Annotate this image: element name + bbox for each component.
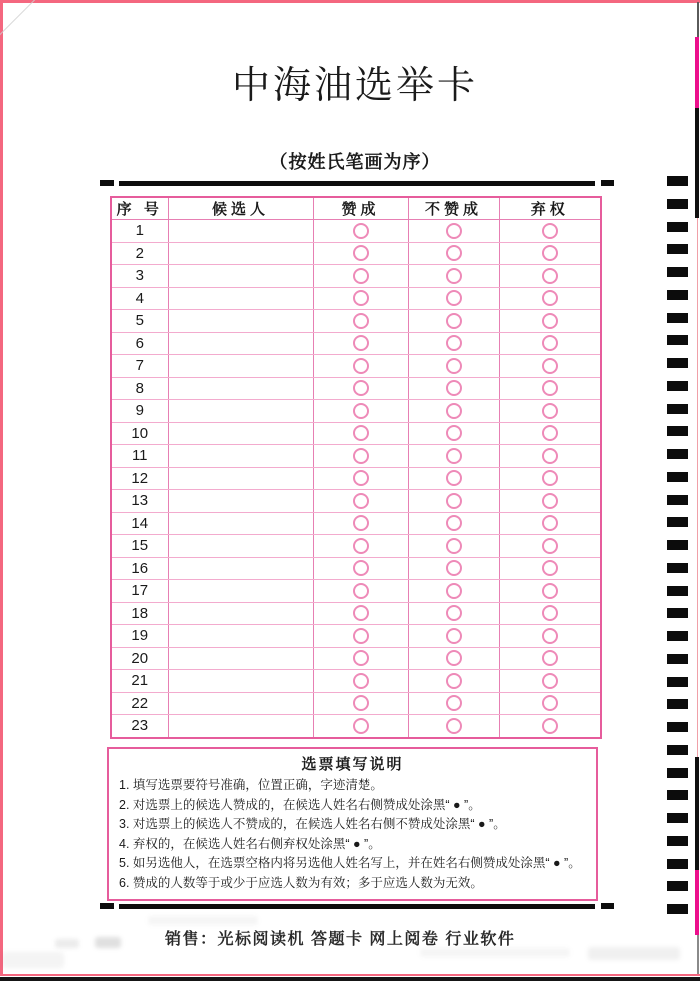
timing-mark <box>667 904 688 914</box>
omr-sync-dash-right-bottom <box>601 903 614 909</box>
header-candidate: 候选人 <box>168 197 313 220</box>
timing-mark <box>667 426 688 436</box>
page-border-bottom <box>0 974 700 976</box>
approve-cell <box>313 647 408 670</box>
vote-bubble-approve[interactable] <box>353 560 369 576</box>
scan-smudge <box>588 947 680 960</box>
vote-bubble-approve[interactable] <box>353 605 369 621</box>
approve-cell <box>313 490 408 513</box>
ballot-row <box>111 692 601 715</box>
ballot-row <box>111 287 601 310</box>
candidate-write-in-cell[interactable] <box>168 625 313 648</box>
vote-bubble-abstain[interactable] <box>542 358 558 374</box>
candidate-write-in-cell[interactable] <box>168 647 313 670</box>
disapprove-cell <box>408 422 499 445</box>
ballot-row <box>111 242 601 265</box>
ballot-row <box>111 670 601 693</box>
timing-mark <box>667 836 688 846</box>
timing-mark <box>667 267 688 277</box>
abstain-cell <box>499 535 601 558</box>
candidate-write-in-cell[interactable] <box>168 535 313 558</box>
instruction-item: 1. 填写选票要符号准确，位置正确，字迹清楚。 <box>119 778 383 792</box>
ballot-row <box>111 400 601 423</box>
candidate-write-in-cell[interactable] <box>168 512 313 535</box>
abstain-cell <box>499 287 601 310</box>
instruction-list <box>119 776 596 893</box>
row-number: 9 <box>111 400 168 423</box>
vote-bubble-abstain[interactable] <box>542 560 558 576</box>
timing-mark <box>667 631 688 641</box>
approve-cell <box>313 692 408 715</box>
header-disapprove: 不赞成 <box>408 197 499 220</box>
row-number: 1 <box>111 220 168 243</box>
row-number: 2 <box>111 242 168 265</box>
candidate-write-in-cell[interactable] <box>168 422 313 445</box>
timing-mark <box>667 517 688 527</box>
corner-scan-artifact <box>0 0 40 41</box>
ballot-row <box>111 512 601 535</box>
abstain-cell <box>499 332 601 355</box>
scan-smudge <box>55 939 79 948</box>
row-number: 17 <box>111 580 168 603</box>
timing-mark <box>667 199 688 209</box>
timing-mark <box>667 335 688 345</box>
candidate-write-in-cell[interactable] <box>168 602 313 625</box>
ballot-row <box>111 580 601 603</box>
approve-cell <box>313 467 408 490</box>
scan-smudge <box>420 948 570 957</box>
abstain-cell <box>499 715 601 738</box>
ballot-row <box>111 265 601 288</box>
header-abstain: 弃权 <box>499 197 601 220</box>
timing-mark <box>667 790 688 800</box>
disapprove-cell <box>408 670 499 693</box>
timing-mark <box>667 722 688 732</box>
page-border-left <box>0 0 3 976</box>
right-edge-gray-top <box>697 2 699 37</box>
ballot-row <box>111 467 601 490</box>
instruction-item: 3. 对选票上的候选人不赞成的，在候选人姓名右侧不赞成处涂黑“ ● ”。 <box>119 817 506 831</box>
vote-bubble-approve[interactable] <box>353 380 369 396</box>
row-number: 8 <box>111 377 168 400</box>
disapprove-cell <box>408 265 499 288</box>
vote-bubble-approve[interactable] <box>353 493 369 509</box>
disapprove-cell <box>408 445 499 468</box>
timing-mark <box>667 540 688 550</box>
instruction-item: 6. 赞成的人数等于或少于应选人数为有效；多于应选人数为无效。 <box>119 875 483 890</box>
timing-mark <box>667 290 688 300</box>
vote-bubble-disapprove[interactable] <box>446 448 462 464</box>
abstain-cell <box>499 670 601 693</box>
vote-bubble-approve[interactable] <box>353 313 369 329</box>
timing-mark <box>667 768 688 778</box>
disapprove-cell <box>408 692 499 715</box>
disapprove-cell <box>408 535 499 558</box>
approve-cell <box>313 670 408 693</box>
vote-bubble-disapprove[interactable] <box>446 560 462 576</box>
ballot-row <box>111 310 601 333</box>
timing-mark <box>667 654 688 664</box>
omr-sync-dash-left-bottom <box>100 903 114 909</box>
ballot-row <box>111 332 601 355</box>
ballot-row <box>111 377 601 400</box>
candidate-write-in-cell[interactable] <box>168 715 313 738</box>
vote-bubble-approve[interactable] <box>353 470 369 486</box>
vote-bubble-abstain[interactable] <box>542 718 558 734</box>
row-number: 15 <box>111 535 168 558</box>
vote-bubble-abstain[interactable] <box>542 583 558 599</box>
abstain-cell <box>499 310 601 333</box>
page-subtitle: （按姓氏笔画为序） <box>269 152 441 172</box>
ballot-row <box>111 355 601 378</box>
candidate-write-in-cell[interactable] <box>168 287 313 310</box>
approve-cell <box>313 220 408 243</box>
vote-bubble-disapprove[interactable] <box>446 493 462 509</box>
omr-sync-dash-right-top <box>601 180 614 186</box>
instructions-title: 选票填写说明 <box>301 756 404 773</box>
candidate-write-in-cell[interactable] <box>168 332 313 355</box>
timing-mark <box>667 699 688 709</box>
disapprove-cell <box>408 287 499 310</box>
abstain-cell <box>499 692 601 715</box>
approve-cell <box>313 355 408 378</box>
candidate-write-in-cell[interactable] <box>168 692 313 715</box>
ballot-row <box>111 445 601 468</box>
row-number: 10 <box>111 422 168 445</box>
disapprove-cell <box>408 310 499 333</box>
approve-cell <box>313 310 408 333</box>
candidate-write-in-cell[interactable] <box>168 580 313 603</box>
ballot-row <box>111 602 601 625</box>
disapprove-cell <box>408 490 499 513</box>
vote-bubble-abstain[interactable] <box>542 470 558 486</box>
vote-bubble-abstain[interactable] <box>542 403 558 419</box>
vote-bubble-abstain[interactable] <box>542 425 558 441</box>
right-edge-black-bottom <box>695 757 699 870</box>
disapprove-cell <box>408 467 499 490</box>
candidate-write-in-cell[interactable] <box>168 355 313 378</box>
abstain-cell <box>499 242 601 265</box>
approve-cell <box>313 557 408 580</box>
timing-mark <box>667 495 688 505</box>
instructions-box <box>107 747 598 901</box>
candidate-write-in-cell[interactable] <box>168 670 313 693</box>
abstain-cell <box>499 467 601 490</box>
timing-mark <box>667 358 688 368</box>
abstain-cell <box>499 377 601 400</box>
sales-footer-text: 销售：光标阅读机 答题卡 网上阅卷 行业软件 <box>165 931 516 948</box>
vote-bubble-disapprove[interactable] <box>446 583 462 599</box>
vote-bubble-disapprove[interactable] <box>446 335 462 351</box>
abstain-cell <box>499 400 601 423</box>
timing-mark <box>667 608 688 618</box>
page-border-top <box>0 0 700 3</box>
candidate-write-in-cell[interactable] <box>168 265 313 288</box>
timing-mark <box>667 244 688 254</box>
vote-bubble-abstain[interactable] <box>542 223 558 239</box>
approve-cell <box>313 602 408 625</box>
vote-bubble-approve[interactable] <box>353 673 369 689</box>
candidate-write-in-cell[interactable] <box>168 467 313 490</box>
ballot-table-body <box>111 220 601 738</box>
approve-cell <box>313 242 408 265</box>
abstain-cell <box>499 647 601 670</box>
ballot-row <box>111 220 601 243</box>
vote-bubble-disapprove[interactable] <box>446 538 462 554</box>
vote-bubble-abstain[interactable] <box>542 335 558 351</box>
timing-mark <box>667 404 688 414</box>
scan-smudge <box>148 916 258 925</box>
right-edge-magenta-bottom <box>695 870 699 935</box>
vote-bubble-abstain[interactable] <box>542 673 558 689</box>
row-number: 7 <box>111 355 168 378</box>
disapprove-cell <box>408 242 499 265</box>
vote-bubble-approve[interactable] <box>353 695 369 711</box>
vote-bubble-abstain[interactable] <box>542 695 558 711</box>
ballot-header-row <box>111 197 601 220</box>
timing-mark <box>667 563 688 573</box>
vote-bubble-approve[interactable] <box>353 538 369 554</box>
vote-bubble-approve[interactable] <box>353 268 369 284</box>
disapprove-cell <box>408 602 499 625</box>
ballot-row <box>111 715 601 738</box>
disapprove-cell <box>408 512 499 535</box>
ballot-table <box>110 196 602 739</box>
right-edge-magenta-top <box>695 37 699 108</box>
abstain-cell <box>499 557 601 580</box>
disapprove-cell <box>408 647 499 670</box>
abstain-cell <box>499 422 601 445</box>
approve-cell <box>313 265 408 288</box>
vote-bubble-approve[interactable] <box>353 448 369 464</box>
row-number: 6 <box>111 332 168 355</box>
vote-bubble-disapprove[interactable] <box>446 695 462 711</box>
timing-mark <box>667 449 688 459</box>
vote-bubble-abstain[interactable] <box>542 313 558 329</box>
disapprove-cell <box>408 332 499 355</box>
candidate-write-in-cell[interactable] <box>168 310 313 333</box>
vote-bubble-disapprove[interactable] <box>446 313 462 329</box>
row-number: 5 <box>111 310 168 333</box>
page-title: 中海油选举卡 <box>231 65 478 107</box>
vote-bubble-approve[interactable] <box>353 583 369 599</box>
instruction-item: 4. 弃权的，在候选人姓名右侧弃权处涂黑“ ● ”。 <box>119 836 381 851</box>
candidate-write-in-cell[interactable] <box>168 220 313 243</box>
disapprove-cell <box>408 220 499 243</box>
instruction-item: 2. 对选票上的候选人赞成的，在候选人姓名右侧赞成处涂黑“ ● ”。 <box>119 797 481 812</box>
approve-cell <box>313 580 408 603</box>
timing-mark <box>667 813 688 823</box>
timing-mark <box>667 586 688 596</box>
approve-cell <box>313 715 408 738</box>
row-number: 12 <box>111 467 168 490</box>
disapprove-cell <box>408 400 499 423</box>
approve-cell <box>313 535 408 558</box>
row-number: 20 <box>111 647 168 670</box>
scan-smudge <box>2 952 64 968</box>
vote-bubble-approve[interactable] <box>353 628 369 644</box>
timing-mark <box>667 472 688 482</box>
omr-sync-dash-left-top <box>100 180 114 186</box>
row-number: 3 <box>111 265 168 288</box>
abstain-cell <box>499 445 601 468</box>
vote-bubble-disapprove[interactable] <box>446 605 462 621</box>
vote-bubble-approve[interactable] <box>353 718 369 734</box>
disapprove-cell <box>408 625 499 648</box>
vote-bubble-approve[interactable] <box>353 358 369 374</box>
timing-mark <box>667 881 688 891</box>
disapprove-cell <box>408 557 499 580</box>
candidate-write-in-cell[interactable] <box>168 557 313 580</box>
vote-bubble-disapprove[interactable] <box>446 673 462 689</box>
vote-bubble-abstain[interactable] <box>542 650 558 666</box>
vote-bubble-approve[interactable] <box>353 290 369 306</box>
omr-sync-line-bottom <box>119 904 595 909</box>
vote-bubble-disapprove[interactable] <box>446 403 462 419</box>
disapprove-cell <box>408 715 499 738</box>
vote-bubble-abstain[interactable] <box>542 448 558 464</box>
vote-bubble-disapprove[interactable] <box>446 628 462 644</box>
vote-bubble-disapprove[interactable] <box>446 650 462 666</box>
vote-bubble-disapprove[interactable] <box>446 718 462 734</box>
vote-bubble-disapprove[interactable] <box>446 290 462 306</box>
disapprove-cell <box>408 580 499 603</box>
timing-mark <box>667 381 688 391</box>
vote-bubble-abstain[interactable] <box>542 605 558 621</box>
vote-bubble-disapprove[interactable] <box>446 358 462 374</box>
vote-bubble-approve[interactable] <box>353 223 369 239</box>
ballot-row <box>111 647 601 670</box>
ballot-row <box>111 625 601 648</box>
row-number: 4 <box>111 287 168 310</box>
vote-bubble-abstain[interactable] <box>542 268 558 284</box>
bottom-black-bar <box>0 977 700 981</box>
row-number: 18 <box>111 602 168 625</box>
abstain-cell <box>499 580 601 603</box>
approve-cell <box>313 287 408 310</box>
abstain-cell <box>499 512 601 535</box>
timing-mark <box>667 222 688 232</box>
vote-bubble-abstain[interactable] <box>542 290 558 306</box>
vote-bubble-abstain[interactable] <box>542 515 558 531</box>
candidate-write-in-cell[interactable] <box>168 400 313 423</box>
vote-bubble-approve[interactable] <box>353 650 369 666</box>
vote-bubble-approve[interactable] <box>353 515 369 531</box>
timing-mark <box>667 745 688 755</box>
row-number: 14 <box>111 512 168 535</box>
vote-bubble-abstain[interactable] <box>542 380 558 396</box>
right-edge-gray-bottom <box>697 935 699 974</box>
timing-mark <box>667 176 688 186</box>
scan-smudge <box>95 937 121 948</box>
ballot-row <box>111 535 601 558</box>
abstain-cell <box>499 490 601 513</box>
vote-bubble-disapprove[interactable] <box>446 268 462 284</box>
row-number: 13 <box>111 490 168 513</box>
candidate-write-in-cell[interactable] <box>168 490 313 513</box>
candidate-write-in-cell[interactable] <box>168 242 313 265</box>
approve-cell <box>313 377 408 400</box>
vote-bubble-disapprove[interactable] <box>446 245 462 261</box>
vote-bubble-approve[interactable] <box>353 245 369 261</box>
approve-cell <box>313 512 408 535</box>
abstain-cell <box>499 602 601 625</box>
approve-cell <box>313 625 408 648</box>
vote-bubble-abstain[interactable] <box>542 493 558 509</box>
timing-mark <box>667 677 688 687</box>
row-number: 16 <box>111 557 168 580</box>
vote-bubble-disapprove[interactable] <box>446 470 462 486</box>
header-approve: 赞成 <box>313 197 408 220</box>
vote-bubble-abstain[interactable] <box>542 628 558 644</box>
vote-bubble-abstain[interactable] <box>542 245 558 261</box>
ballot-row <box>111 422 601 445</box>
right-edge-pink-line <box>697 218 698 757</box>
right-edge-black-top <box>695 108 699 218</box>
vote-bubble-approve[interactable] <box>353 335 369 351</box>
candidate-write-in-cell[interactable] <box>168 377 313 400</box>
vote-bubble-abstain[interactable] <box>542 538 558 554</box>
instruction-item: 5. 如另选他人，在选票空格内将另选他人姓名写上，并在姓名右侧赞成处涂黑“ ● ”。 <box>119 856 581 870</box>
ballot-row <box>111 490 601 513</box>
abstain-cell <box>499 355 601 378</box>
row-number: 19 <box>111 625 168 648</box>
timing-mark <box>667 313 688 323</box>
approve-cell <box>313 332 408 355</box>
omr-sync-line-top <box>119 181 595 186</box>
disapprove-cell <box>408 377 499 400</box>
approve-cell <box>313 400 408 423</box>
row-number: 23 <box>131 717 149 735</box>
row-number: 21 <box>111 670 168 693</box>
abstain-cell <box>499 265 601 288</box>
approve-cell <box>313 445 408 468</box>
vote-bubble-disapprove[interactable] <box>446 515 462 531</box>
abstain-cell <box>499 625 601 648</box>
vote-bubble-approve[interactable] <box>353 403 369 419</box>
row-number: 22 <box>111 692 168 715</box>
disapprove-cell <box>408 355 499 378</box>
vote-bubble-approve[interactable] <box>353 425 369 441</box>
vote-bubble-disapprove[interactable] <box>446 380 462 396</box>
vote-bubble-disapprove[interactable] <box>446 223 462 239</box>
approve-cell <box>313 422 408 445</box>
row-number: 11 <box>111 445 168 468</box>
candidate-write-in-cell[interactable] <box>168 445 313 468</box>
ballot-row <box>111 557 601 580</box>
abstain-cell <box>499 220 601 243</box>
vote-bubble-disapprove[interactable] <box>446 425 462 441</box>
timing-mark <box>667 859 688 869</box>
header-row-number: 序 号 <box>111 197 168 220</box>
